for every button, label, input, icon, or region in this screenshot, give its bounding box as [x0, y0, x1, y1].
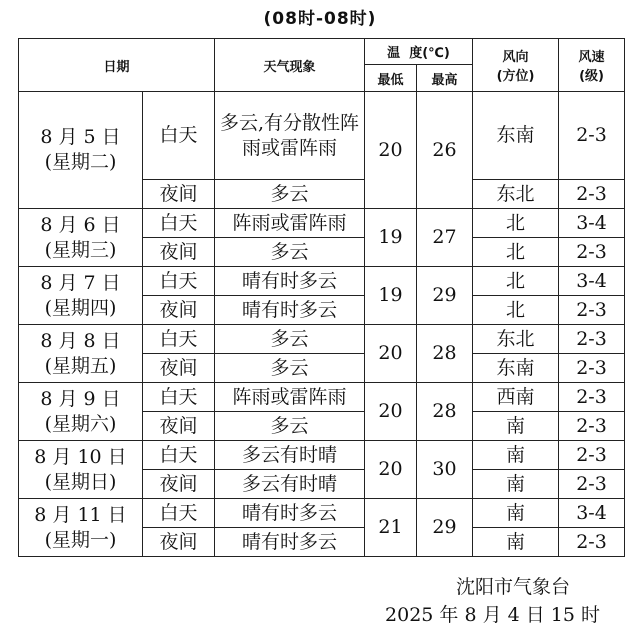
low-temp-cell: 21 [365, 499, 417, 557]
wind-speed-cell: 3-4 [559, 267, 625, 296]
period-label: 夜间 [143, 528, 215, 557]
weekday-label: (星期四) [44, 296, 117, 319]
wind-speed-cell: 3-4 [559, 209, 625, 238]
period-label: 白天 [143, 499, 215, 528]
weather-cell: 多云 [215, 325, 365, 354]
period-label: 白天 [143, 441, 215, 470]
date-cell [19, 92, 143, 209]
low-temp-cell: 19 [365, 209, 417, 267]
header-wind-dir-label: 风向 [502, 50, 529, 65]
wind-dir-cell: 南 [473, 412, 559, 441]
weather-cell: 多云有时晴 [215, 470, 365, 499]
weather-cell: 晴有时多云 [215, 267, 365, 296]
high-temp-cell: 30 [417, 441, 473, 499]
date-cell [19, 441, 143, 499]
table-row [19, 441, 625, 470]
high-temp-cell: 29 [417, 267, 473, 325]
wind-dir-cell: 东南 [473, 354, 559, 383]
table-row [19, 209, 625, 238]
weekday-label: (星期一) [44, 528, 117, 551]
wind-dir-cell: 北 [473, 267, 559, 296]
wind-dir-cell: 东南 [473, 92, 559, 180]
wind-speed-cell: 2-3 [559, 383, 625, 412]
period-label: 夜间 [143, 354, 215, 383]
low-temp-cell: 20 [365, 92, 417, 209]
issued-time: 2025 年 8 月 4 日 15 时 [385, 604, 600, 626]
date-label: 8 月 8 日 [40, 329, 121, 352]
weekday-label: (星期五) [44, 354, 117, 377]
table-row [19, 92, 625, 180]
date-label: 8 月 6 日 [40, 213, 121, 236]
weekday-label: (星期六) [44, 412, 117, 435]
date-cell [19, 267, 143, 325]
weekday-label: (星期日) [44, 470, 117, 493]
header-high: 最高 [417, 65, 473, 92]
weather-cell: 阵雨或雷阵雨 [215, 383, 365, 412]
weather-cell: 晴有时多云 [215, 528, 365, 557]
weekday-label: (星期三) [44, 238, 117, 261]
wind-speed-cell: 2-3 [559, 238, 625, 267]
date-label: 8 月 7 日 [40, 271, 121, 294]
wind-speed-cell: 2-3 [559, 92, 625, 180]
weather-cell: 晴有时多云 [215, 296, 365, 325]
wind-dir-cell: 南 [473, 441, 559, 470]
date-cell [19, 325, 143, 383]
header-date: 日期 [19, 39, 215, 92]
weather-cell: 多云 [215, 354, 365, 383]
wind-dir-cell: 北 [473, 296, 559, 325]
period-label: 白天 [143, 325, 215, 354]
wind-speed-cell: 2-3 [559, 470, 625, 499]
low-temp-cell: 20 [365, 383, 417, 441]
high-temp-cell: 29 [417, 499, 473, 557]
date-cell [19, 383, 143, 441]
wind-speed-cell: 2-3 [559, 412, 625, 441]
date-cell [19, 209, 143, 267]
header-wind-dir-sub: (方位) [496, 69, 535, 84]
table-row [19, 325, 625, 354]
date-label: 8 月 11 日 [34, 503, 127, 526]
header-wind-dir [473, 39, 559, 92]
wind-dir-cell: 东北 [473, 180, 559, 209]
header-low: 最低 [365, 65, 417, 92]
issuer-text: 沈阳市气象台 [455, 576, 570, 598]
wind-speed-cell: 2-3 [559, 325, 625, 354]
period-label: 夜间 [143, 238, 215, 267]
wind-speed-cell: 3-4 [559, 499, 625, 528]
period-label: 白天 [143, 209, 215, 238]
wind-dir-cell: 南 [473, 470, 559, 499]
wind-speed-cell: 2-3 [559, 528, 625, 557]
high-temp-cell: 26 [417, 92, 473, 209]
table-row [19, 267, 625, 296]
low-temp-cell: 19 [365, 267, 417, 325]
wind-dir-cell: 南 [473, 499, 559, 528]
forecast-body [19, 92, 625, 557]
weekday-label: (星期二) [44, 151, 117, 173]
high-temp-cell: 28 [417, 325, 473, 383]
wind-speed-cell: 2-3 [559, 354, 625, 383]
wind-dir-cell: 西南 [473, 383, 559, 412]
high-temp-cell: 27 [417, 209, 473, 267]
wind-speed-cell: 2-3 [559, 180, 625, 209]
forecast-table [18, 38, 625, 557]
period-label: 夜间 [143, 180, 215, 209]
header-wind-speed [559, 39, 625, 92]
period-label: 夜间 [143, 296, 215, 325]
wind-dir-cell: 南 [473, 528, 559, 557]
weather-cell: 多云有时晴 [215, 441, 365, 470]
date-label: 8 月 10 日 [34, 445, 127, 468]
table-row [19, 499, 625, 528]
table-caption: (08时-08时) [263, 9, 377, 29]
period-label: 夜间 [143, 412, 215, 441]
weather-cell: 多云,有分散性阵雨或雷阵雨 [215, 92, 365, 180]
period-label: 白天 [143, 383, 215, 412]
wind-speed-cell: 2-3 [559, 296, 625, 325]
date-label: 8 月 9 日 [40, 387, 121, 410]
header-temp: 温 度(℃) [365, 39, 473, 65]
date-label: 8 月 5 日 [40, 126, 121, 148]
wind-dir-cell: 东北 [473, 325, 559, 354]
table-row [19, 383, 625, 412]
date-cell [19, 499, 143, 557]
header-wind-speed-sub: (级) [579, 69, 604, 84]
period-label: 白天 [143, 267, 215, 296]
high-temp-cell: 28 [417, 383, 473, 441]
period-label: 白天 [143, 92, 215, 180]
low-temp-cell: 20 [365, 325, 417, 383]
low-temp-cell: 20 [365, 441, 417, 499]
wind-dir-cell: 北 [473, 209, 559, 238]
weather-cell: 多云 [215, 238, 365, 267]
header-weather: 天气现象 [215, 39, 365, 92]
header-wind-speed-label: 风速 [578, 50, 605, 65]
wind-speed-cell: 2-3 [559, 441, 625, 470]
wind-dir-cell: 北 [473, 238, 559, 267]
weather-cell: 阵雨或雷阵雨 [215, 209, 365, 238]
weather-cell: 多云 [215, 180, 365, 209]
weather-cell: 多云 [215, 412, 365, 441]
period-label: 夜间 [143, 470, 215, 499]
weather-cell: 晴有时多云 [215, 499, 365, 528]
